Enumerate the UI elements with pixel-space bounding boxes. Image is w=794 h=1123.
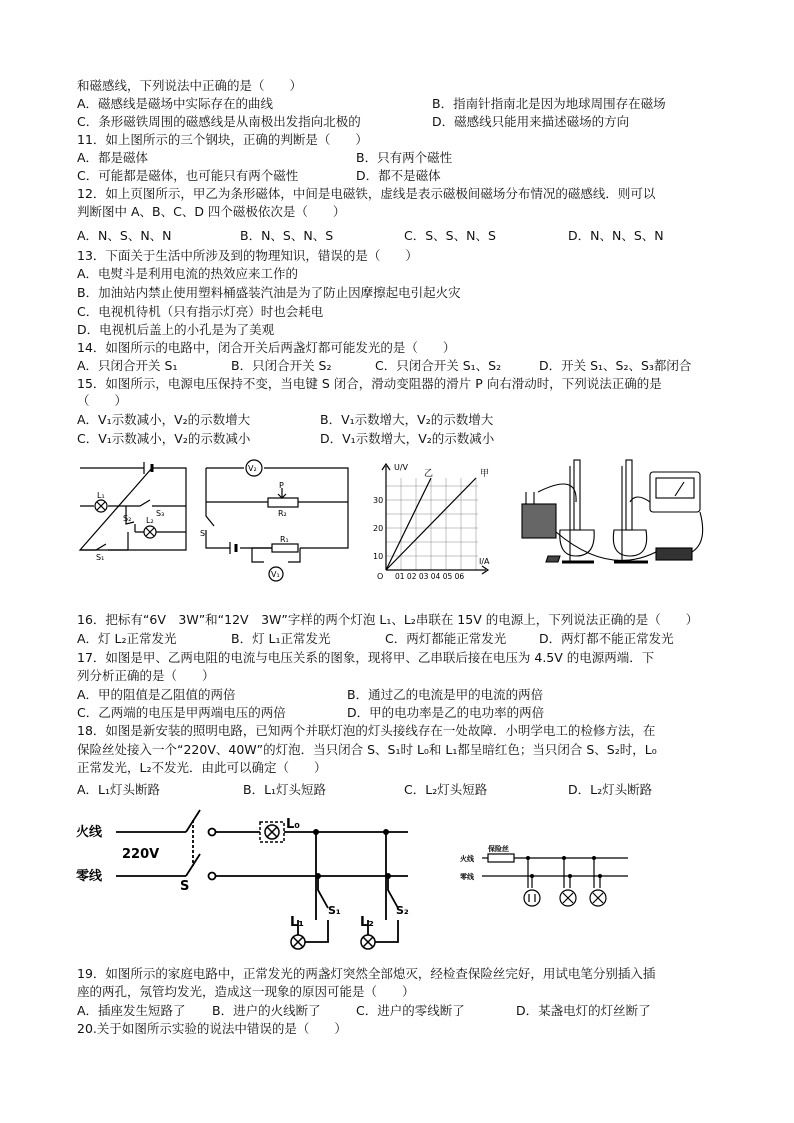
lamp-l2-icon bbox=[144, 526, 156, 538]
lamp-l0-icon bbox=[260, 822, 284, 842]
q19-option-a: A．插座发生短路了 bbox=[77, 1003, 186, 1018]
q13-option-b: B．加油站内禁止使用塑料桶盛装汽油是为了防止因摩擦起电引起火灾 bbox=[77, 285, 461, 300]
label-zero-line: 零线 bbox=[460, 873, 474, 881]
q11-option-c: C．可能都是磁体，也可能只有两个磁性 bbox=[77, 168, 299, 183]
label-fire-line: 火线 bbox=[460, 855, 474, 863]
q18-option-a: A．L₁灯头断路 bbox=[77, 782, 161, 797]
label-fire-line: 火线 bbox=[76, 825, 103, 840]
q10-option-d: D．磁感线只能用来描述磁场的方向 bbox=[432, 114, 630, 129]
q15-stem-line2: （ ） bbox=[77, 393, 128, 408]
label-jia: 甲 bbox=[480, 469, 490, 479]
q13-option-c: C．电视机待机（只有指示灯亮）时也会耗电 bbox=[77, 304, 324, 319]
q18-stem-line1: 18．如图是新安装的照明电路，已知两个并联灯泡的灯头接线存在一处故障．小明学电工的检修方法，在 bbox=[77, 723, 656, 738]
q14-stem: 14．如图所示的电路中，闭合开关后两盏灯都可能发光的是（ ） bbox=[77, 340, 456, 355]
q15-option-c: C．V₁示数减小，V₂的示数减小 bbox=[77, 431, 251, 446]
graph-origin: O bbox=[377, 572, 384, 581]
lamp-l1-icon bbox=[95, 500, 107, 512]
q10-option-c: C．条形磁铁周围的磁感线是从南极出发指向北极的 bbox=[77, 114, 361, 129]
label-v2: V₂ bbox=[248, 464, 257, 473]
label-r2: R₂ bbox=[278, 509, 287, 518]
q18-stem-line2: 保险丝处接入一个“220V、40W”的灯泡．当只闭合 S、S₁时 L₀和 L₁都呈暗红色；当只闭合 S、S₂时，L₀ bbox=[77, 742, 657, 757]
q14-option-a: A．只闭合开关 S₁ bbox=[77, 358, 178, 373]
q12-option-d: D．N、N、S、N bbox=[568, 228, 664, 243]
battery-icon bbox=[522, 504, 556, 538]
figure-experiment-apparatus bbox=[518, 452, 714, 580]
q19-stem-line1: 19．如图所示的家庭电路中，正常发光的两盏灯突然全部熄灭，经检查保险丝完好，用试电笔分别插入插 bbox=[77, 966, 656, 981]
q18-option-c: C．L₂灯头短路 bbox=[404, 782, 488, 797]
label-l1: L₁ bbox=[290, 915, 304, 930]
q10-option-b: B．指南针指南北是因为地球周围存在磁场 bbox=[432, 96, 666, 111]
label-voltage: 220V bbox=[122, 847, 160, 862]
q12-stem-line2: 判断图中 A、B、C、D 四个磁极依次是（ ） bbox=[77, 204, 346, 219]
q16-option-b: B．灯 L₁正常发光 bbox=[231, 631, 331, 646]
q15-option-b: B．V₁示数增大，V₂的示数增大 bbox=[320, 412, 494, 427]
q17-option-c: C．乙两端的电压是甲两端电压的两倍 bbox=[77, 705, 286, 720]
socket-icon bbox=[524, 890, 540, 906]
lamp-l2-icon bbox=[361, 935, 375, 949]
switch-icon bbox=[546, 556, 560, 562]
q10-stem-tail: 和磁感线，下列说法中正确的是（ ） bbox=[77, 78, 303, 93]
ytick-10: 10 bbox=[373, 552, 384, 561]
fuse-icon bbox=[488, 854, 514, 862]
label-s1: S₁ bbox=[96, 553, 105, 562]
graph-ylabel: U/V bbox=[394, 463, 409, 472]
q19-stem-line2: 座的两孔，氖管均发光，造成这一现象的原因可能是（ ） bbox=[77, 984, 415, 999]
q17-option-d: D．甲的电功率是乙的电功率的两倍 bbox=[347, 705, 545, 720]
lamp-l1-icon bbox=[291, 935, 305, 949]
q17-option-a: A．甲的阻值是乙阻值的两倍 bbox=[77, 687, 236, 702]
q14-option-c: C．只闭合开关 S₁、S₂ bbox=[375, 358, 502, 373]
q11-option-a: A．都是磁体 bbox=[77, 150, 149, 165]
label-l2: L₂ bbox=[146, 516, 154, 525]
q12-stem-line1: 12．如上页图所示，甲乙为条形磁体，中间是电磁铁，虚线是表示磁极间磁场分布情况的磁感线．则可以 bbox=[77, 186, 656, 201]
graph-xlabel: I/A bbox=[479, 557, 490, 566]
label-switch-s: S bbox=[180, 879, 190, 894]
flask-right-icon bbox=[613, 530, 646, 556]
q15-option-d: D．V₁示数增大，V₂的示数减小 bbox=[320, 431, 495, 446]
label-s: S bbox=[200, 529, 206, 538]
figure-circuit-two-lamps bbox=[78, 460, 190, 560]
label-fuse: 保险丝 bbox=[488, 845, 509, 853]
label-s2: S₂ bbox=[123, 514, 132, 523]
q11-stem: 11．如上图所示的三个钢块，正确的判断是（ ） bbox=[77, 132, 368, 147]
q18-option-d: D．L₂灯头断路 bbox=[568, 782, 653, 797]
label-l1: L₁ bbox=[97, 491, 105, 500]
q16-option-d: D．两灯都不能正常发光 bbox=[539, 631, 674, 646]
q13-stem: 13．下面关于生活中所涉及到的物理知识，错误的是（ ） bbox=[77, 248, 418, 263]
q10-option-a: A．磁感线是磁场中实际存在的曲线 bbox=[77, 96, 274, 111]
label-zero-line: 零线 bbox=[76, 869, 103, 884]
lamp-icon bbox=[590, 890, 606, 906]
q17-option-b: B．通过乙的电流是甲的电流的两倍 bbox=[347, 687, 544, 702]
q13-option-a: A．电熨斗是利用电流的热效应来工作的 bbox=[77, 266, 299, 281]
q15-option-a: A．V₁示数减小，V₂的示数增大 bbox=[77, 412, 251, 427]
flask-left-icon bbox=[560, 530, 594, 556]
q19-option-c: C．进户的零线断了 bbox=[356, 1003, 465, 1018]
label-s1: S₁ bbox=[328, 904, 341, 917]
q19-option-d: D．某盏电灯的灯丝断了 bbox=[516, 1003, 651, 1018]
q16-option-a: A．灯 L₂正常发光 bbox=[77, 631, 177, 646]
q16-option-c: C．两灯都能正常发光 bbox=[385, 631, 507, 646]
q12-option-b: B．N、S、N、S bbox=[240, 228, 334, 243]
figure-household-circuit bbox=[460, 842, 632, 918]
q14-option-b: B．只闭合开关 S₂ bbox=[231, 358, 332, 373]
q11-option-b: B．只有两个磁性 bbox=[356, 150, 453, 165]
q13-option-d: D．电视机后盖上的小孔是为了美观 bbox=[77, 322, 275, 337]
label-yi: 乙 bbox=[424, 469, 434, 479]
q12-option-c: C．S、S、N、S bbox=[404, 228, 496, 243]
graph-xticks: 01 02 03 04 05 06 bbox=[395, 572, 465, 581]
lamp-icon bbox=[560, 890, 576, 906]
label-s3: S₃ bbox=[156, 509, 165, 518]
label-l0: L₀ bbox=[286, 817, 300, 832]
figure-lighting-circuit bbox=[76, 808, 416, 958]
ytick-30: 30 bbox=[373, 496, 384, 505]
q17-stem-line2: 列分析正确的是（ ） bbox=[77, 668, 215, 683]
q15-stem-line1: 15．如图所示，电源电压保持不变，当电键 S 闭合，滑动变阻器的滑片 P 向右滑动时，下列说法正确的是 bbox=[77, 376, 662, 391]
q18-stem-line3: 正常发光，L₂不发光．由此可以确定（ ） bbox=[77, 760, 327, 775]
figure-u-i-graph bbox=[368, 460, 496, 582]
q16-stem: 16．把标有“6V 3W”和“12V 3W”字样的两个灯泡 L₁、L₂串联在 15V 的电源上，下列说法正确的是（ ） bbox=[77, 612, 699, 627]
label-v1: V₁ bbox=[271, 570, 280, 579]
q14-option-d: D．开关 S₁、S₂、S₃都闭合 bbox=[539, 358, 692, 373]
q18-option-b: B．L₁灯头短路 bbox=[243, 782, 327, 797]
rheostat-icon bbox=[656, 548, 692, 560]
q17-stem-line1: 17．如图是甲、乙两电阻的电流与电压关系的图象，现将甲、乙串联后接在电压为 4.5V 的电源两端．下 bbox=[77, 650, 655, 665]
q20-stem: 20.关于如图所示实验的说法中错误的是（ ） bbox=[77, 1021, 347, 1036]
label-p: P bbox=[279, 481, 284, 490]
ytick-20: 20 bbox=[373, 524, 384, 533]
label-l2: L₂ bbox=[360, 915, 374, 930]
q12-option-a: A．N、S、N、N bbox=[77, 228, 172, 243]
label-s2: S₂ bbox=[396, 904, 409, 917]
label-r1: R₁ bbox=[280, 535, 289, 544]
figure-rheostat-circuit bbox=[200, 458, 352, 580]
q11-option-d: D．都不是磁体 bbox=[356, 168, 441, 183]
q19-option-b: B．进户的火线断了 bbox=[212, 1003, 321, 1018]
